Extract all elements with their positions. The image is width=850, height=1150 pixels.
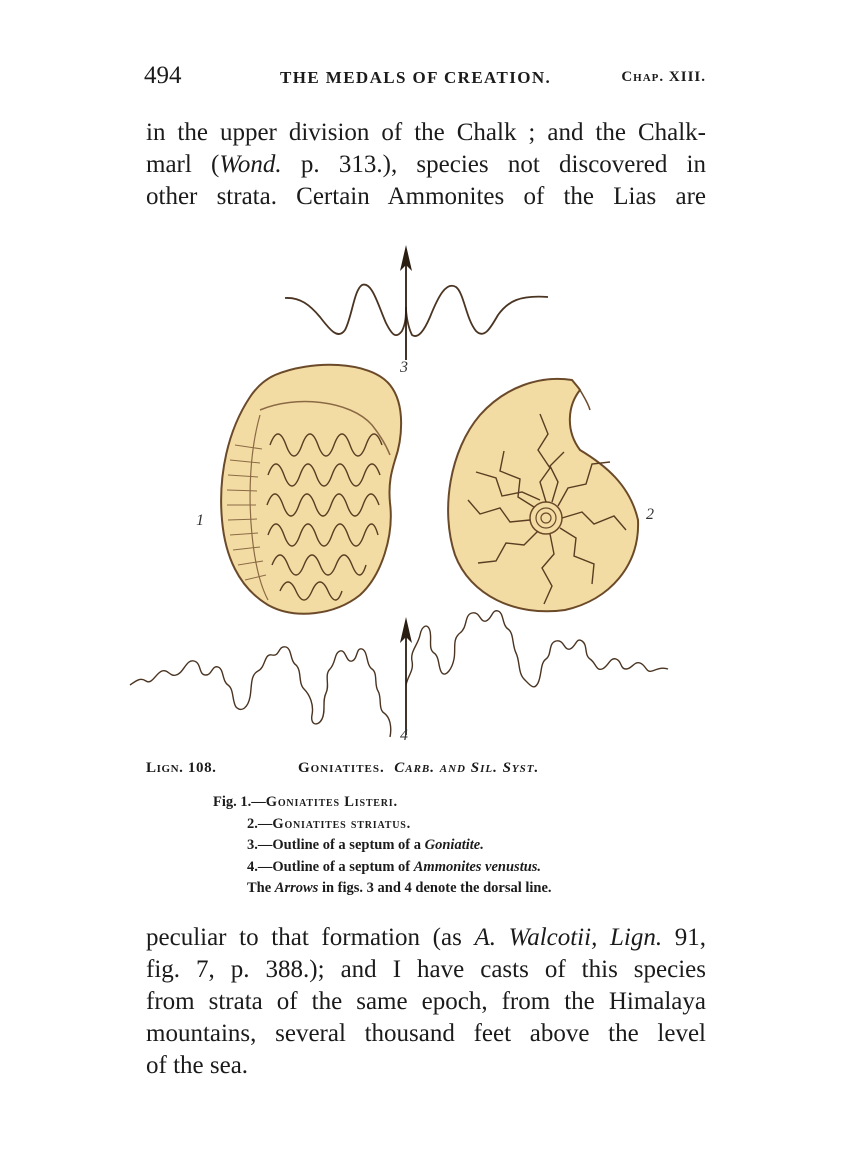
legend-fig3 — [213, 835, 693, 857]
text-line: of the sea. — [146, 1052, 249, 1079]
text-line — [146, 149, 706, 181]
text-run: p. 313.), species not discovered in — [281, 151, 706, 178]
text-run: 91, — [662, 924, 707, 951]
fig3-septum-outline — [285, 245, 548, 376]
goniatites-illustration — [110, 235, 720, 745]
legend-text: 4.—Outline of a septum of — [247, 858, 414, 875]
legend-fig4 — [213, 857, 693, 879]
italic-reference: Wond. — [219, 151, 282, 178]
legend-text: 3.—Outline of a septum of a — [247, 837, 425, 853]
text-line: from strata of the same epoch, from the Himalaya — [146, 988, 706, 1015]
genus-name: Goniatites. — [298, 760, 385, 776]
text-run: other strata. Certain Ammonites of the Lias are — [146, 183, 706, 210]
top-paragraph — [146, 117, 706, 213]
chapter-label: Chap. XIII. — [621, 69, 706, 85]
legend-species: Goniatites Listeri. — [265, 794, 398, 810]
fig2-label: 2 — [646, 506, 654, 523]
fig1-label: 1 — [196, 512, 204, 529]
legend-fig2 — [213, 814, 693, 836]
text-line: fig. 7, p. 388.); and I have casts of this species — [146, 956, 706, 983]
legend-italic: Ammonites venustus. — [413, 858, 542, 875]
legend-fig1 — [213, 792, 693, 814]
bottom-paragraph — [146, 922, 706, 1082]
lign-number: Lign. 108. — [146, 760, 217, 776]
figure-legend — [213, 792, 693, 900]
fig2-goniatites-striatus — [448, 379, 654, 611]
legend-text: The — [247, 880, 275, 896]
running-header — [144, 62, 710, 92]
running-title: THE MEDALS OF CREATION. — [280, 68, 552, 87]
text-line: mountains, several thousand feet above the level — [146, 1020, 706, 1047]
text-line — [146, 117, 706, 149]
legend-text: in figs. 3 and 4 denote the dorsal line. — [318, 880, 552, 896]
legend-italic: Arrows — [274, 880, 319, 896]
legend-prefix: 2.— — [247, 815, 273, 832]
legend-species: Goniatites striatus. — [272, 815, 412, 832]
italic-reference: A. Walcotii, Lign. — [474, 924, 663, 951]
fig4-label: 4 — [400, 727, 408, 744]
fig1-goniatites-listeri — [196, 365, 401, 614]
text-line — [146, 922, 706, 954]
text-run: peculiar to that formation (as — [146, 924, 475, 951]
caption-source: Carb. and Sil. Syst. — [394, 760, 540, 776]
text-run: marl ( — [146, 151, 220, 178]
text-run: in the upper division of the Chalk ; and the Chalk- — [146, 119, 706, 146]
caption-genus — [298, 760, 539, 777]
fig4-septum-outline — [130, 611, 668, 744]
legend-italic: Goniatite. — [424, 837, 484, 853]
text-line — [146, 181, 706, 213]
legend-prefix: Fig. 1.— — [213, 794, 266, 810]
legend-arrows-note — [213, 878, 693, 900]
page-number: 494 — [144, 62, 182, 89]
fig3-label: 3 — [400, 359, 408, 376]
